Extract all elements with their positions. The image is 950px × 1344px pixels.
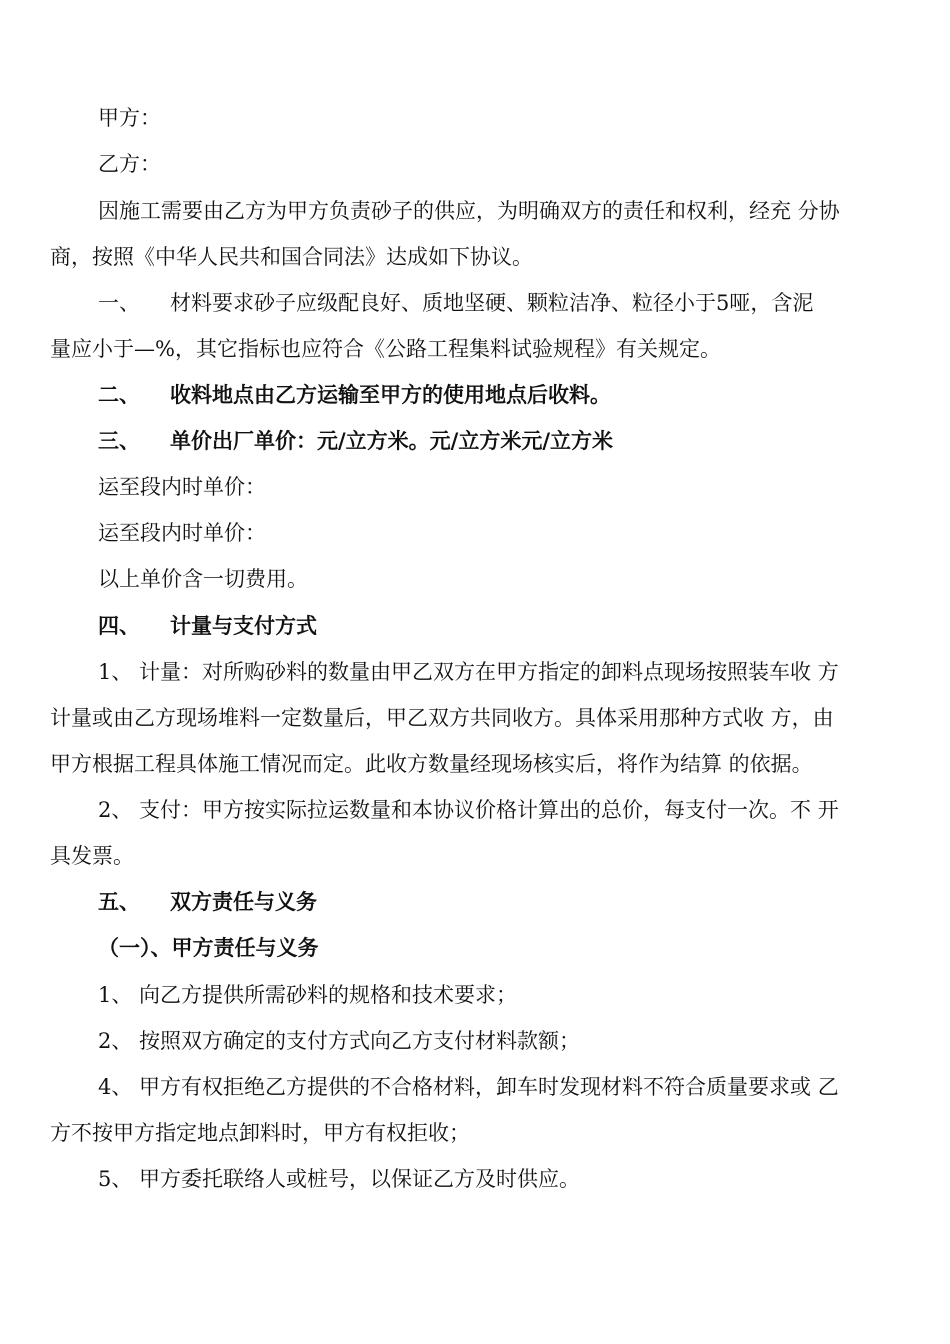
section-2-number: 二、 — [98, 383, 140, 407]
section-4-item-2-text-2: 具发票。 — [50, 844, 134, 868]
duty-item-1-text: 1、 向乙方提供所需砂料的规格和技术要求； — [98, 983, 518, 1007]
intro-text-line-1: 因施工需要由乙方为甲方负责砂子的供应，为明确双方的责任和权利，经充 分协 — [98, 199, 840, 223]
section-1-text-line-1: 材料要求砂子应级配良好、质地坚硬、颗粒洁净、粒径小于5哑，含泥 — [170, 291, 814, 315]
party-b-label: 乙方： — [98, 152, 161, 176]
section-4-item-1-text-2: 计量或由乙方现场堆料一定数量后，甲乙双方共同收方。具体采用那种方式收 方，由 — [50, 706, 834, 730]
duty-item-5-text: 5、 甲方委托联络人或桩号，以保证乙方及时供应。 — [98, 1167, 581, 1191]
section-3-number: 三、 — [98, 429, 140, 453]
section-5-number: 五、 — [98, 890, 140, 914]
party-a-label: 甲方： — [98, 106, 161, 130]
section-5-text: 双方责任与义务 — [170, 890, 317, 914]
section-1-text-line-2: 量应小于—%，其它指标也应符合《公路工程集料试验规程》有关规定。 — [50, 337, 721, 361]
price-text-3: 以上单价含一切费用。 — [98, 567, 308, 591]
price-text-1: 运至段内时单价： — [98, 475, 266, 499]
section-4-text: 计量与支付方式 — [170, 614, 317, 638]
section-2-text: 收料地点由乙方运输至甲方的使用地点后收料。 — [170, 383, 611, 407]
section-4-item-1-text-3: 甲方根据工程具体施工情况而定。此收方数量经现场核实后，将作为结算 的依据。 — [50, 752, 813, 776]
duty-item-4-text-1: 4、 甲方有权拒绝乙方提供的不合格材料，卸车时发现材料不符合质量要求或 乙 — [98, 1075, 839, 1099]
section-3-text: 单价出厂单价：元/立方米。元/立方米元/立方米 — [170, 429, 614, 453]
intro-text-line-2: 商，按照《中华人民共和国合同法》达成如下协议。 — [50, 245, 533, 269]
section-4-number: 四、 — [98, 614, 140, 638]
price-text-2: 运至段内时单价： — [98, 521, 266, 545]
section-1-number: 一、 — [98, 291, 140, 315]
section-4-item-1-text-1: 1、 计量：对所购砂料的数量由甲乙双方在甲方指定的卸料点现场按照装车收 方 — [98, 660, 839, 684]
duty-item-4-text-2: 方不按甲方指定地点卸料时，甲方有权拒收； — [50, 1121, 470, 1145]
section-4-item-2-text-1: 2、 支付：甲方按实际拉运数量和本协议价格计算出的总价，每支付一次。不 开 — [98, 798, 839, 822]
section-5-subheading-text: （一）、甲方责任与义务 — [98, 936, 319, 960]
duty-item-2-text: 2、 按照双方确定的支付方式向乙方支付材料款额； — [98, 1029, 581, 1053]
